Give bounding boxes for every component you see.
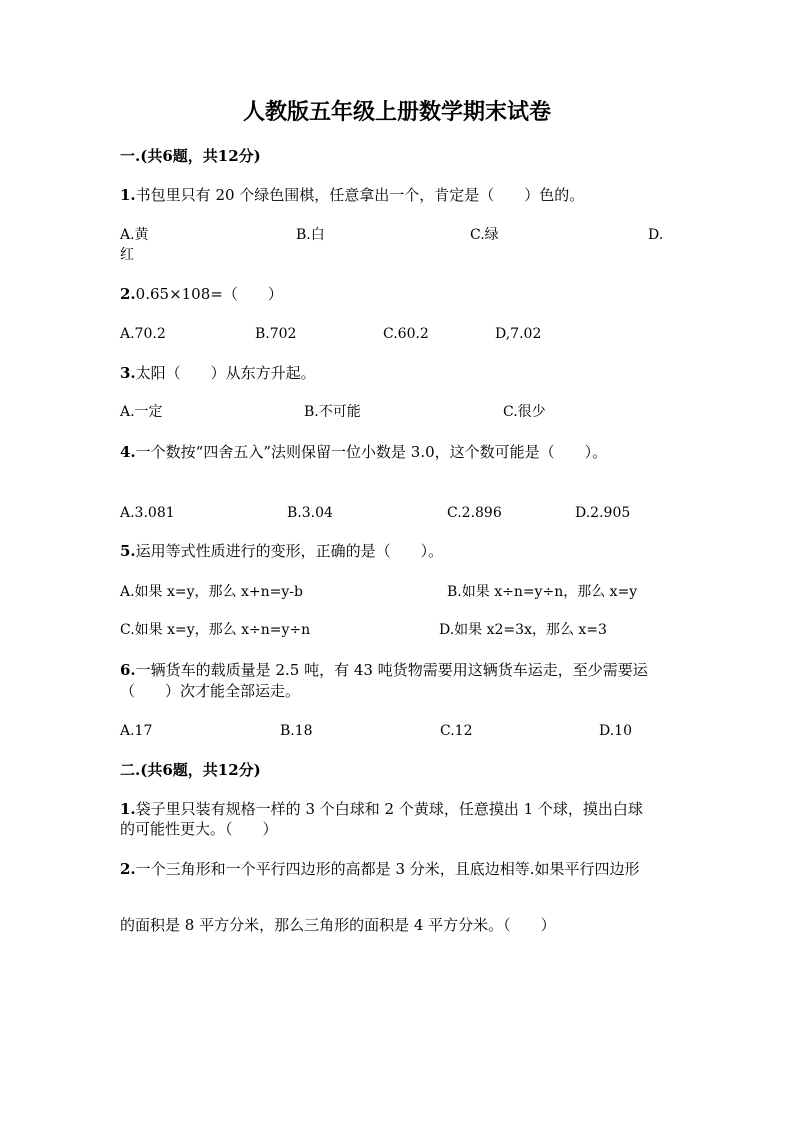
question-text: 书包里只有 20 个绿色围棋，任意拿出一个，肯定是（ ）色的。 — [135, 186, 585, 204]
question-number: 1. — [120, 186, 136, 204]
option-a: A.如果 x=y，那么 x+n=y-b — [120, 584, 303, 600]
question-number: 2. — [120, 860, 136, 878]
option-d: D.10 — [599, 723, 632, 739]
option-c: C.2.896 — [447, 505, 502, 521]
option-d: D,7.02 — [495, 326, 542, 342]
question-text: 运用等式性质进行的变形，正确的是（ ）。 — [135, 542, 444, 560]
question-text: 一个数按“四舍五入”法则保留一位小数是 3.0，这个数可能是（ ）。 — [135, 443, 608, 461]
judge-question-2 — [120, 862, 640, 877]
question-6-continued: （ ）次才能全部运走。 — [120, 682, 301, 700]
option-a: A.3.081 — [120, 505, 175, 521]
question-1 — [120, 188, 584, 203]
question-number: 6. — [120, 661, 136, 679]
judge-question-2-continued: 的面积是 8 平方分米，那么三角形的面积是 4 平方分米。（ ） — [120, 916, 556, 934]
question-text: 一辆货车的载质量是 2.5 吨，有 43 吨货物需要用这辆货车运走，至少需要运 — [135, 661, 648, 679]
option-c: C.很少 — [503, 404, 546, 420]
option-c: C.60.2 — [383, 326, 429, 342]
option-c: C.12 — [440, 723, 473, 739]
option-a: A.一定 — [120, 404, 163, 420]
question-number: 4. — [120, 443, 136, 461]
section-2-header: 二.(共6题，共12分) — [120, 761, 261, 779]
question-number: 5. — [120, 542, 136, 560]
option-b: B.3.04 — [287, 505, 333, 521]
option-d-continued: 红 — [120, 247, 134, 263]
option-b: B.18 — [280, 723, 313, 739]
question-4 — [120, 445, 607, 460]
question-3 — [120, 366, 316, 381]
question-6 — [120, 663, 648, 678]
question-text: 太阳（ ）从东方升起。 — [135, 364, 316, 382]
option-c: C.绿 — [470, 227, 499, 243]
option-b: B.如果 x÷n=y÷n，那么 x=y — [447, 584, 638, 600]
judge-question-1 — [120, 802, 643, 817]
option-d: D. — [648, 227, 664, 243]
question-number: 3. — [120, 364, 136, 382]
question-number: 2. — [120, 285, 136, 303]
option-b: B.白 — [296, 227, 325, 243]
question-number: 1. — [120, 800, 136, 818]
option-a: A.17 — [120, 723, 153, 739]
option-c: C.如果 x=y，那么 x÷n=y÷n — [120, 622, 311, 638]
question-text: 袋子里只装有规格一样的 3 个白球和 2 个黄球，任意摸出 1 个球，摸出白球 — [135, 800, 643, 818]
question-text: 一个三角形和一个平行四边形的高都是 3 分米，且底边相等.如果平行四边形 — [135, 860, 640, 878]
option-d: D.2.905 — [575, 505, 631, 521]
question-2 — [120, 287, 283, 302]
section-1-header: 一.(共6题，共12分) — [120, 147, 261, 165]
question-text: 0.65×108=（ ） — [135, 285, 283, 303]
judge-question-1-continued: 的可能性更大。（ ） — [120, 820, 278, 838]
page-title: 人教版五年级上册数学期末试卷 — [242, 99, 551, 125]
option-b: B.702 — [255, 326, 297, 342]
option-a: A.黄 — [120, 227, 149, 243]
option-b: B.不可能 — [304, 404, 361, 420]
question-5 — [120, 544, 443, 559]
option-d: D.如果 x2=3x，那么 x=3 — [439, 622, 607, 638]
option-a: A.70.2 — [120, 326, 166, 342]
